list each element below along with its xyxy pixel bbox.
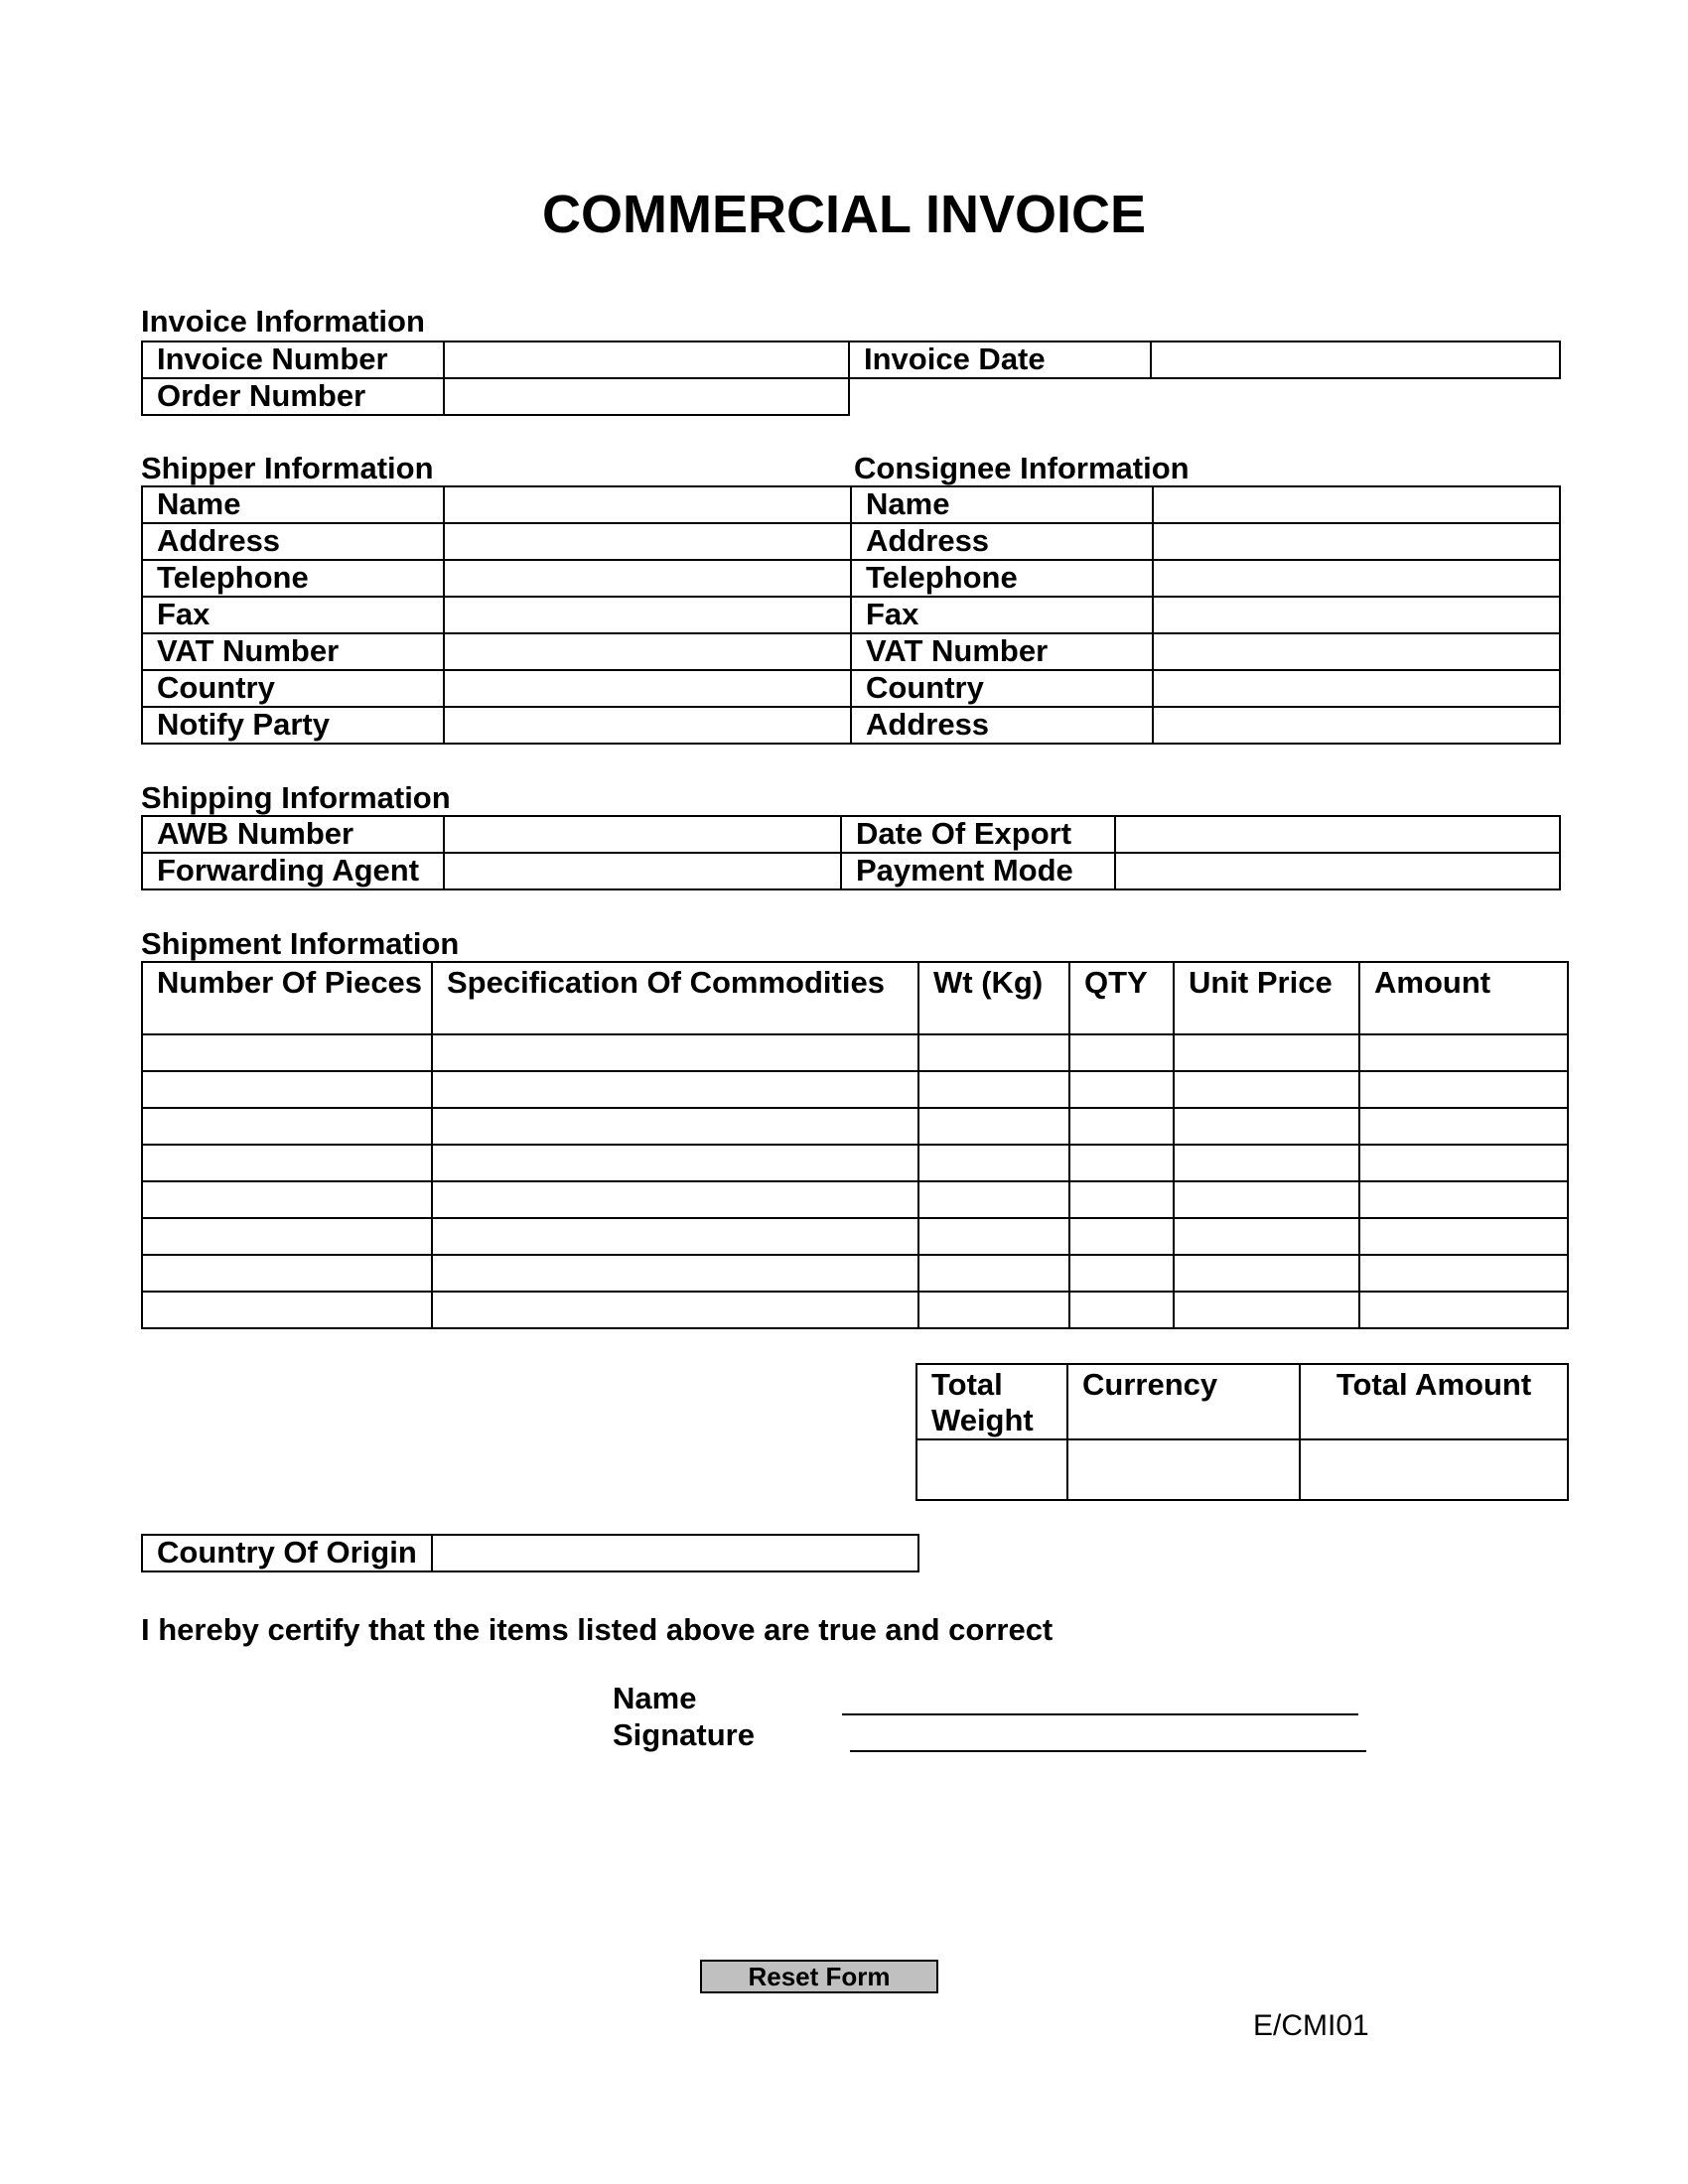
order-number-label: Order Number (142, 378, 444, 415)
pieces-input[interactable] (143, 1182, 431, 1214)
weight-input[interactable] (919, 1293, 1068, 1324)
total-weight-header: Total Weight (916, 1364, 1067, 1439)
specification-input[interactable] (433, 1072, 917, 1104)
payment-mode-input[interactable] (1116, 854, 1559, 886)
table-row (142, 1181, 1568, 1218)
unit-price-input[interactable] (1175, 1072, 1358, 1104)
unit-price-input[interactable] (1175, 1035, 1358, 1067)
consignee-fax-input[interactable] (1154, 598, 1559, 629)
unit-price-input[interactable] (1175, 1146, 1358, 1177)
pieces-input[interactable] (143, 1293, 431, 1324)
consignee-address2-input[interactable] (1154, 708, 1559, 740)
total-amount-header: Total Amount (1300, 1364, 1568, 1439)
invoice-date-cell (1151, 341, 1560, 378)
amount-input[interactable] (1360, 1109, 1567, 1141)
page-title: COMMERCIAL INVOICE (541, 185, 1147, 244)
amount-input[interactable] (1360, 1035, 1567, 1067)
unit-price-input[interactable] (1175, 1219, 1358, 1251)
weight-input[interactable] (919, 1256, 1068, 1288)
consignee-address-label: Address (851, 523, 1153, 560)
unit-price-input[interactable] (1175, 1256, 1358, 1288)
amount-input[interactable] (1360, 1072, 1567, 1104)
table-row (142, 1108, 1568, 1145)
total-amount-input[interactable] (1301, 1440, 1567, 1472)
consignee-address-input[interactable] (1154, 524, 1559, 556)
currency-header: Currency (1067, 1364, 1300, 1439)
forwarding-agent-input[interactable] (445, 854, 840, 886)
consignee-country-label: Country (851, 670, 1153, 707)
unit-price-input[interactable] (1175, 1109, 1358, 1141)
qty-input[interactable] (1070, 1035, 1173, 1067)
shipper-telephone-input[interactable] (445, 561, 850, 593)
table-row (142, 1145, 1568, 1181)
consignee-name-input[interactable] (1154, 487, 1559, 519)
table-row (142, 1071, 1568, 1108)
weight-input[interactable] (919, 1182, 1068, 1214)
signature-label: Signature (613, 1717, 755, 1752)
shipper-notify-party-input[interactable] (445, 708, 850, 740)
pieces-input[interactable] (143, 1146, 431, 1177)
specification-input[interactable] (433, 1182, 917, 1214)
shipper-name-label: Name (142, 486, 444, 523)
weight-input[interactable] (919, 1146, 1068, 1177)
specification-input[interactable] (433, 1146, 917, 1177)
col-unit-price: Unit Price (1174, 962, 1359, 1034)
pieces-input[interactable] (143, 1035, 431, 1067)
weight-input[interactable] (919, 1109, 1068, 1141)
shipper-fax-input[interactable] (445, 598, 850, 629)
order-number-cell (444, 378, 849, 415)
col-qty: QTY (1069, 962, 1174, 1034)
shipper-consignee-table (141, 485, 1561, 745)
order-number-table (141, 377, 850, 416)
date-of-export-label: Date Of Export (841, 816, 1115, 853)
name-line[interactable] (842, 1713, 1358, 1715)
currency-input[interactable] (1068, 1440, 1299, 1472)
weight-input[interactable] (919, 1072, 1068, 1104)
amount-input[interactable] (1360, 1182, 1567, 1214)
country-of-origin-input[interactable] (433, 1536, 917, 1568)
certification-statement: I hereby certify that the items listed above are true and correct (141, 1612, 1054, 1647)
shipper-country-label: Country (142, 670, 444, 707)
invoice-info-table (141, 341, 1561, 379)
shipper-telephone-label: Telephone (142, 560, 444, 597)
shipper-vat-input[interactable] (445, 634, 850, 666)
col-amount: Amount (1359, 962, 1568, 1034)
shipper-country-input[interactable] (445, 671, 850, 703)
awb-number-label: AWB Number (142, 816, 444, 853)
qty-input[interactable] (1070, 1256, 1173, 1288)
consignee-fax-label: Fax (851, 597, 1153, 633)
invoice-info-heading: Invoice Information (141, 304, 425, 339)
specification-input[interactable] (433, 1219, 917, 1251)
amount-input[interactable] (1360, 1146, 1567, 1177)
invoice-date-label: Invoice Date (849, 341, 1151, 378)
specification-input[interactable] (433, 1256, 917, 1288)
order-number-input[interactable] (445, 379, 848, 411)
reset-form-button[interactable]: Reset Form (700, 1960, 938, 1993)
consignee-vat-label: VAT Number (851, 633, 1153, 670)
shipper-name-input[interactable] (445, 487, 850, 519)
pieces-input[interactable] (143, 1219, 431, 1251)
qty-input[interactable] (1070, 1219, 1173, 1251)
shipper-info-heading: Shipper Information (141, 451, 434, 485)
specification-input[interactable] (433, 1293, 917, 1324)
qty-input[interactable] (1070, 1293, 1173, 1324)
consignee-telephone-label: Telephone (851, 560, 1153, 597)
invoice-number-label: Invoice Number (142, 341, 444, 378)
consignee-country-input[interactable] (1154, 671, 1559, 703)
shipment-info-heading: Shipment Information (141, 926, 460, 961)
consignee-vat-input[interactable] (1154, 634, 1559, 666)
amount-input[interactable] (1360, 1293, 1567, 1324)
consignee-info-heading: Consignee Information (854, 451, 1190, 485)
shipping-info-table (141, 815, 1561, 890)
unit-price-input[interactable] (1175, 1293, 1358, 1324)
col-weight: Wt (Kg) (918, 962, 1069, 1034)
weight-input[interactable] (919, 1035, 1068, 1067)
shipper-address-label: Address (142, 523, 444, 560)
name-label: Name (613, 1681, 697, 1715)
table-row (142, 1255, 1568, 1292)
qty-input[interactable] (1070, 1146, 1173, 1177)
shipping-info-heading: Shipping Information (141, 780, 451, 815)
amount-input[interactable] (1360, 1256, 1567, 1288)
weight-input[interactable] (919, 1219, 1068, 1251)
specification-input[interactable] (433, 1035, 917, 1067)
pieces-input[interactable] (143, 1256, 431, 1288)
shipper-vat-label: VAT Number (142, 633, 444, 670)
pieces-input[interactable] (143, 1109, 431, 1141)
table-row (142, 1218, 1568, 1255)
invoice-date-input[interactable] (1152, 342, 1559, 374)
col-number-of-pieces: Number Of Pieces (142, 962, 432, 1034)
shipper-notify-party-label: Notify Party (142, 707, 444, 744)
shipment-table (141, 961, 1569, 1329)
totals-table (915, 1363, 1569, 1501)
awb-number-input[interactable] (445, 817, 840, 849)
shipper-fax-label: Fax (142, 597, 444, 633)
pieces-input[interactable] (143, 1072, 431, 1104)
amount-input[interactable] (1360, 1219, 1567, 1251)
signature-line[interactable] (850, 1750, 1366, 1752)
forwarding-agent-label: Forwarding Agent (142, 853, 444, 889)
qty-input[interactable] (1070, 1109, 1173, 1141)
invoice-number-cell (444, 341, 849, 378)
col-specification: Specification Of Commodities (432, 962, 918, 1034)
unit-price-input[interactable] (1175, 1182, 1358, 1214)
total-weight-input[interactable] (917, 1440, 1066, 1472)
country-of-origin-label: Country Of Origin (142, 1535, 432, 1571)
table-row (142, 1292, 1568, 1328)
consignee-telephone-input[interactable] (1154, 561, 1559, 593)
payment-mode-label: Payment Mode (841, 853, 1115, 889)
form-code: E/CMI01 (1253, 2009, 1369, 2042)
country-of-origin-table (141, 1534, 919, 1572)
invoice-number-input[interactable] (445, 342, 848, 374)
shipper-address-input[interactable] (445, 524, 850, 556)
qty-input[interactable] (1070, 1072, 1173, 1104)
consignee-address2-label: Address (851, 707, 1153, 744)
table-row (142, 1034, 1568, 1071)
qty-input[interactable] (1070, 1182, 1173, 1214)
specification-input[interactable] (433, 1109, 917, 1141)
date-of-export-input[interactable] (1116, 817, 1559, 849)
consignee-name-label: Name (851, 486, 1153, 523)
